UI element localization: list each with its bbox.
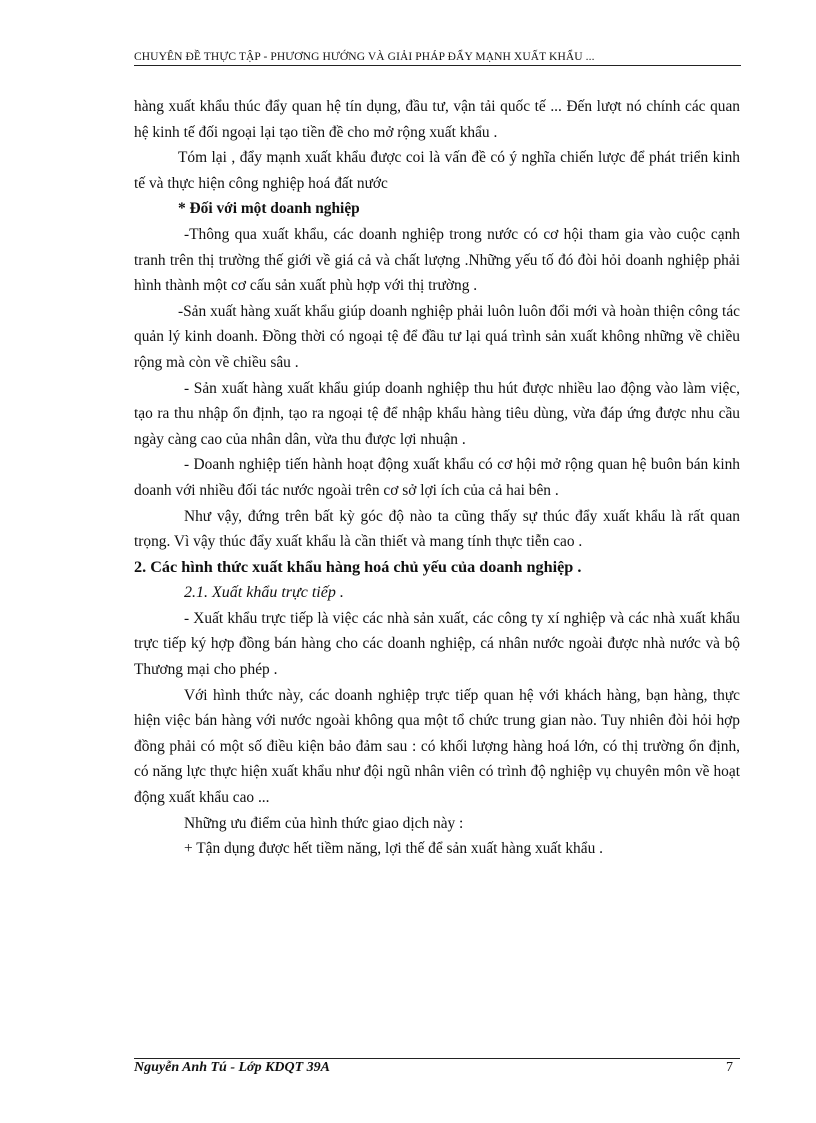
paragraph: Những ưu điểm của hình thức giao dịch này : <box>184 814 464 832</box>
section-heading-enterprise: * Đối với một doanh nghiệp <box>178 200 360 218</box>
paragraph: - Doanh nghiệp tiến hành hoạt động xuất khẩu có cơ hội mở rộng quan hệ buôn bán kinh doanh với nhiều đối tác nước ngoài trên cơ sở lợi ích của cả hai bên . <box>134 456 740 499</box>
paragraph: + Tận dụng được hết tiềm năng, lợi thế để sản xuất hàng xuất khẩu . <box>184 840 603 858</box>
footer-author: Nguyễn Anh Tú - Lớp KDQT 39A <box>134 1060 331 1075</box>
page-header: CHUYÊN ĐỀ THỰC TẬP - PHƯƠNG HƯỚNG VÀ GIẢI PHÁP ĐẨY MẠNH XUẤT KHẨU ... <box>134 50 741 66</box>
paragraph: - Sản xuất hàng xuất khẩu giúp doanh nghiệp thu hút được nhiều lao động vào làm việc, tạo ra thu nhập ổn định, tạo ra ngoại tệ để nhập khẩu hàng tiêu dùng, vừa đáp ứng được nhu cầu ngày càng cao của nhân dân, vừa thu được lợi nhuận . <box>134 379 740 448</box>
paragraph: - Xuất khẩu trực tiếp là việc các nhà sản xuất, các công ty xí nghiệp và các nhà xuất khẩu trực tiếp ký hợp đồng bán hàng cho các doanh nghiệp, cá nhân nước ngoài được nhà nước và bộ Thương mại cho phép . <box>134 609 740 679</box>
subsection-heading: 2.1. Xuất khẩu trực tiếp . <box>184 584 344 602</box>
paragraph: -Sản xuất hàng xuất khẩu giúp doanh nghiệp phải luôn luôn đổi mới và hoàn thiện công tác quản lý kinh doanh. Đồng thời có ngoại tệ để đầu tư lại quá trình sản xuất không những về chiều rộng mà còn về chiều sâu . <box>134 302 740 371</box>
paragraph: Tóm lại , đẩy mạnh xuất khẩu được coi là vấn đề có ý nghĩa chiến lược để phát triển kinh tế và thực hiện công nghiệp hoá đất nước <box>134 149 740 192</box>
paragraph: -Thông qua xuất khẩu, các doanh nghiệp trong nước có cơ hội tham gia vào cuộc cạnh tranh trên thị trường thế giới về giá cả và chất lượng .Những yếu tố đó đòi hỏi doanh nghiệp phải hình thành một cơ cấu sản xuất phù hợp với thị trường . <box>134 225 740 295</box>
paragraph: hàng xuất khẩu thúc đẩy quan hệ tín dụng, đầu tư, vận tải quốc tế ... Đến lượt nó chính các quan hệ kinh tế đối ngoại lại tạo tiền đề cho mở rộng xuất khẩu . <box>134 98 740 141</box>
document-body <box>134 94 740 862</box>
paragraph: Với hình thức này, các doanh nghiệp trực tiếp quan hệ với khách hàng, bạn hàng, thực hiện việc bán hàng với nước ngoài không qua một tổ chức trung gian nào. Tuy nhiên đòi hỏi hợp đồng phải có một số điều kiện bảo đảm sau : có khối lượng hàng hoá lớn, có thị trường ổn định, có năng lực thực hiện xuất khẩu như đội ngũ nhân viên có trình độ nghiệp vụ chuyên môn về hoạt động xuất khẩu cao ... <box>134 686 740 807</box>
page-number: 7 <box>726 1060 733 1075</box>
paragraph: Như vậy, đứng trên bất kỳ góc độ nào ta cũng thấy sự thúc đẩy xuất khẩu là rất quan trọng. Vì vậy thúc đẩy xuất khẩu là cần thiết và mang tính thực tiễn cao . <box>134 507 740 551</box>
section-heading: 2. Các hình thức xuất khẩu hàng hoá chủ yếu của doanh nghiệp . <box>134 557 582 576</box>
footer-divider <box>134 1058 740 1059</box>
